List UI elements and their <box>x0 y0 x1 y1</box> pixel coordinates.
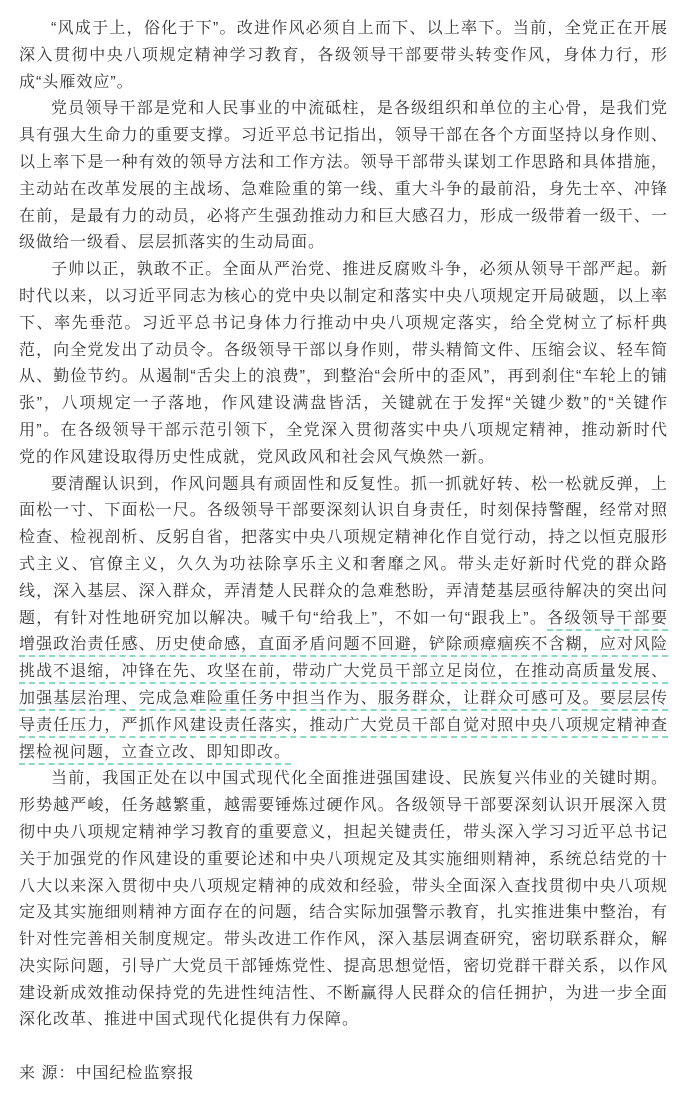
proofread-underlined-text: 各级领导干部要增强政治责任感、历史使命感，直面矛盾问题不回避，铲除顽瘴痼疾不含糊，应对风险挑战不退缩，冲锋在先、攻坚在前，带动广大党员干部立足岗位，在推动高质量发展、加强基层治理、完成急难险重任务中担当作为、服务群众，让群众可感可及。要层层传导责任压力，严抓作风建设责任落实，推动广大党员干部自觉对照中央八项规定精神查摆检视问题，立查立改、即知即改。 <box>19 610 668 765</box>
paragraph <box>19 16 668 96</box>
paragraph <box>19 257 668 471</box>
paragraph <box>19 472 668 767</box>
text-segment: 要清醒认识到，作风问题具有顽固性和反复性。抓一抓就好转、松一松就反弹，上面松一寸、下面松一尺。各级领导干部要深刻认识自身责任，时刻保持警醒，经常对照检查、检视剖析、反躬自省，把落实中央八项规定精神化作自觉行动，持之以恒克服形式主义、官僚主义，久久为功祛除享乐主义和奢靡之风。带头走好新时代党的群众路线，深入基层、深入群众，弄清楚人民群众的急难愁盼，弄清楚基层亟待解决的突出问题，有针对性地研究加以解决。喊千句“给我上”，不如一句“跟我上”。 <box>19 475 668 627</box>
text-segment: 子帅以正，孰敢不正。全面从严治党、推进反腐败斗争，必须从领导干部严起。新时代以来，以习近平同志为核心的党中央以制定和落实中央八项规定开局破题，以上率下、率先垂范。习近平总书记身体力行推动中央八项规定落实，给全党树立了标杆典范，向全党发出了动员令。各级领导干部以身作则，带头精简文件、压缩会议、轻车简从、勤俭节约。从遏制“舌尖上的浪费”，到整治“会所中的歪风”，再到刹住“车轮上的铺张”，八项规定一子落地，作风建设满盘皆活，关键就在于发挥“关键少数”的“关键作用”。在各级领导干部示范引领下，全党深入贯彻落实中央八项规定精神，推动新时代党的作风建设取得历史性成就，党风政风和社会风气焕然一新。 <box>19 261 668 466</box>
paragraph <box>19 766 668 1034</box>
article-body <box>19 16 668 1034</box>
paragraph <box>19 96 668 257</box>
source-line: 来 源：中国纪检监察报 <box>19 1065 195 1083</box>
text-segment: 党员领导干部是党和人民事业的中流砥柱，是各级组织和单位的主心骨，是我们党具有强大生命力的重要支撑。习近平总书记指出，领导干部在各个方面坚持以身作则、以上率下是一种有效的领导方法和工作方法。领导干部带头谋划工作思路和具体措施，主动站在改革发展的主战场、急难险重的第一线、重大斗争的最前沿，身先士卒、冲锋在前，是最有力的动员，必将产生强劲推动力和巨大感召力，形成一级带着一级干、一级做给一级看、层层抓落实的生动局面。 <box>19 100 668 252</box>
text-segment: “风成于上，俗化于下”。改进作风必须自上而下、以上率下。当前，全党正在开展深入贯彻中央八项规定精神学习教育，各级领导干部要带头转变作风，身体力行，形成“头雁效应”。 <box>19 20 668 91</box>
text-segment: 当前，我国正处在以中国式现代化全面推进强国建设、民族复兴伟业的关键时期。形势越严峻，任务越繁重，越需要锤炼过硬作风。各级领导干部要深刻认识开展深入贯彻中央八项规定精神学习教育的重要意义，担起关键责任，带头深入学习习近平总书记关于加强党的作风建设的重要论述和中央八项规定及其实施细则精神，系统总结党的十八大以来深入贯彻中央八项规定精神的成效和经验，带头全面深入查找贯彻中央八项规定及其实施细则精神方面存在的问题，结合实际加强警示教育，扎实推进集中整治，有针对性完善相关制度规定。带头改进工作作风，深入基层调查研究，密切联系群众，解决实际问题，引导广大党员干部锤炼党性、提高思想觉悟，密切党群干群关系，以作风建设新成效推动保持党的先进性纯洁性、不断赢得人民群众的信任拥护，为进一步全面深化改革、推进中国式现代化提供有力保障。 <box>19 770 668 1029</box>
